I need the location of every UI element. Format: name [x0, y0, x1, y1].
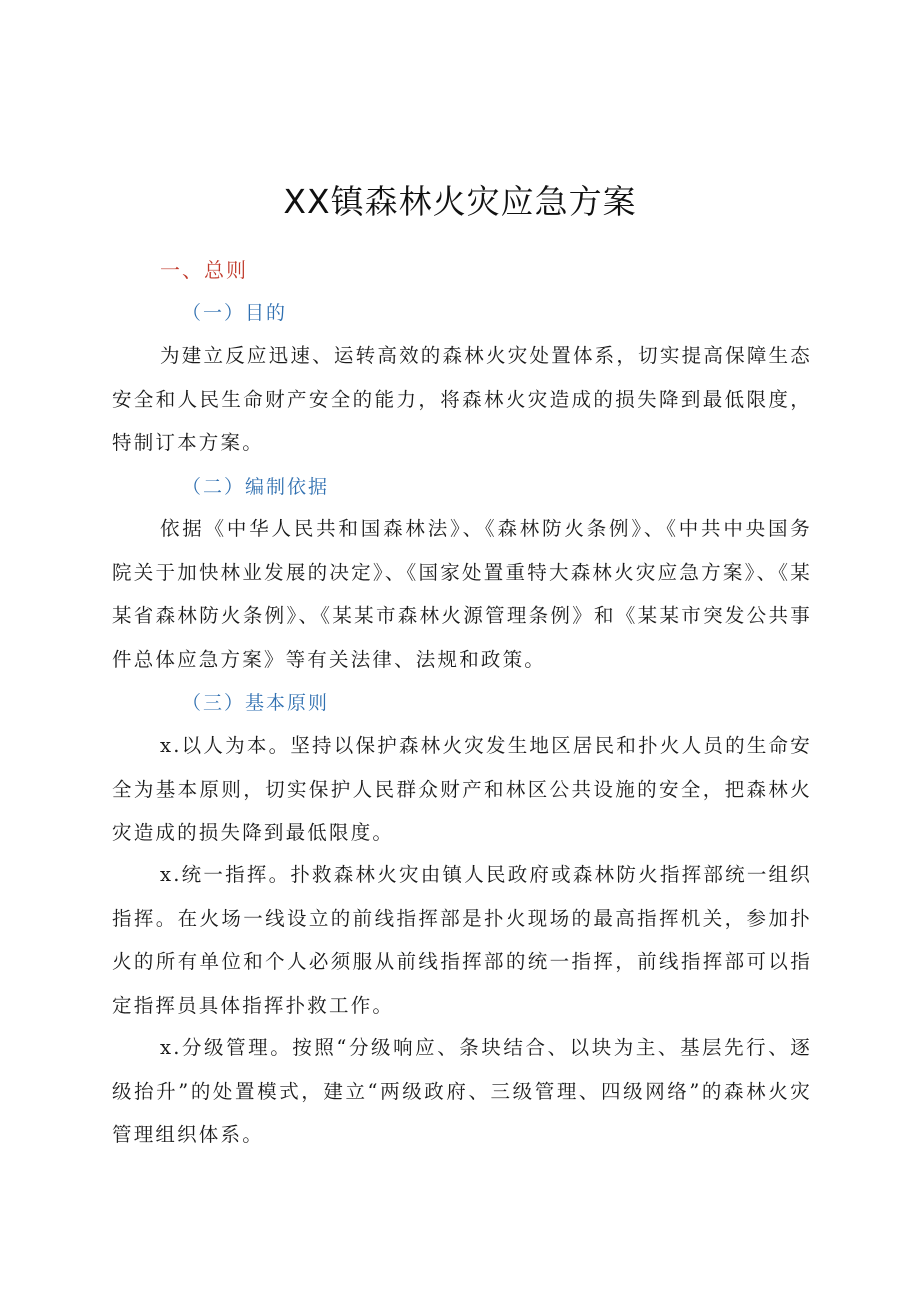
- subsection-heading-purpose: （一）目的: [182, 302, 288, 324]
- principle-paragraph: x.统一指挥。扑救森林火灾由镇人民政府或森林防火指挥部统一组织指挥。在火场一线设立的前线指挥部是扑火现场的最高指挥机关，参加扑火的所有单位和个人必须服从前线指挥部的统一指挥，前线指挥部可以指定指挥员具体指挥扑救工作。: [112, 863, 812, 1017]
- purpose-paragraph: 为建立反应迅速、运转高效的森林火灾处置体系，切实提高保障生态安全和人民生命财产安全的能力，将森林火灾造成的损失降到最低限度，特制订本方案。: [112, 344, 812, 454]
- subsection-heading-principles: （三）基本原则: [182, 692, 330, 714]
- document-title: XX镇森林火灾应急方案: [283, 182, 637, 221]
- basis-paragraph: 依据《中华人民共和国森林法》、《森林防火条例》、《中共中央国务院关于加快林业发展的决定》、《国家处置重特大森林火灾应急方案》、《某某省森林防火条例》、《某某市森林火源管理条例》和《某某市突发公共事件总体应急方案》等有关法律、法规和政策。: [112, 517, 812, 671]
- principle-paragraph: x.以人为本。坚持以保护森林火灾发生地区居民和扑火人员的生命安全为基本原则，切实保护人民群众财产和林区公共设施的安全，把森林火灾造成的损失降到最低限度。: [112, 734, 812, 844]
- principle-paragraph: x.分级管理。按照“分级响应、条块结合、以块为主、基层先行、逐级抬升”的处置模式，建立“两级政府、三级管理、四级网络”的森林火灾管理组织体系。: [112, 1036, 812, 1146]
- section-heading-general: 一、总则: [160, 258, 248, 282]
- subsection-heading-basis: （二）编制依据: [182, 476, 330, 498]
